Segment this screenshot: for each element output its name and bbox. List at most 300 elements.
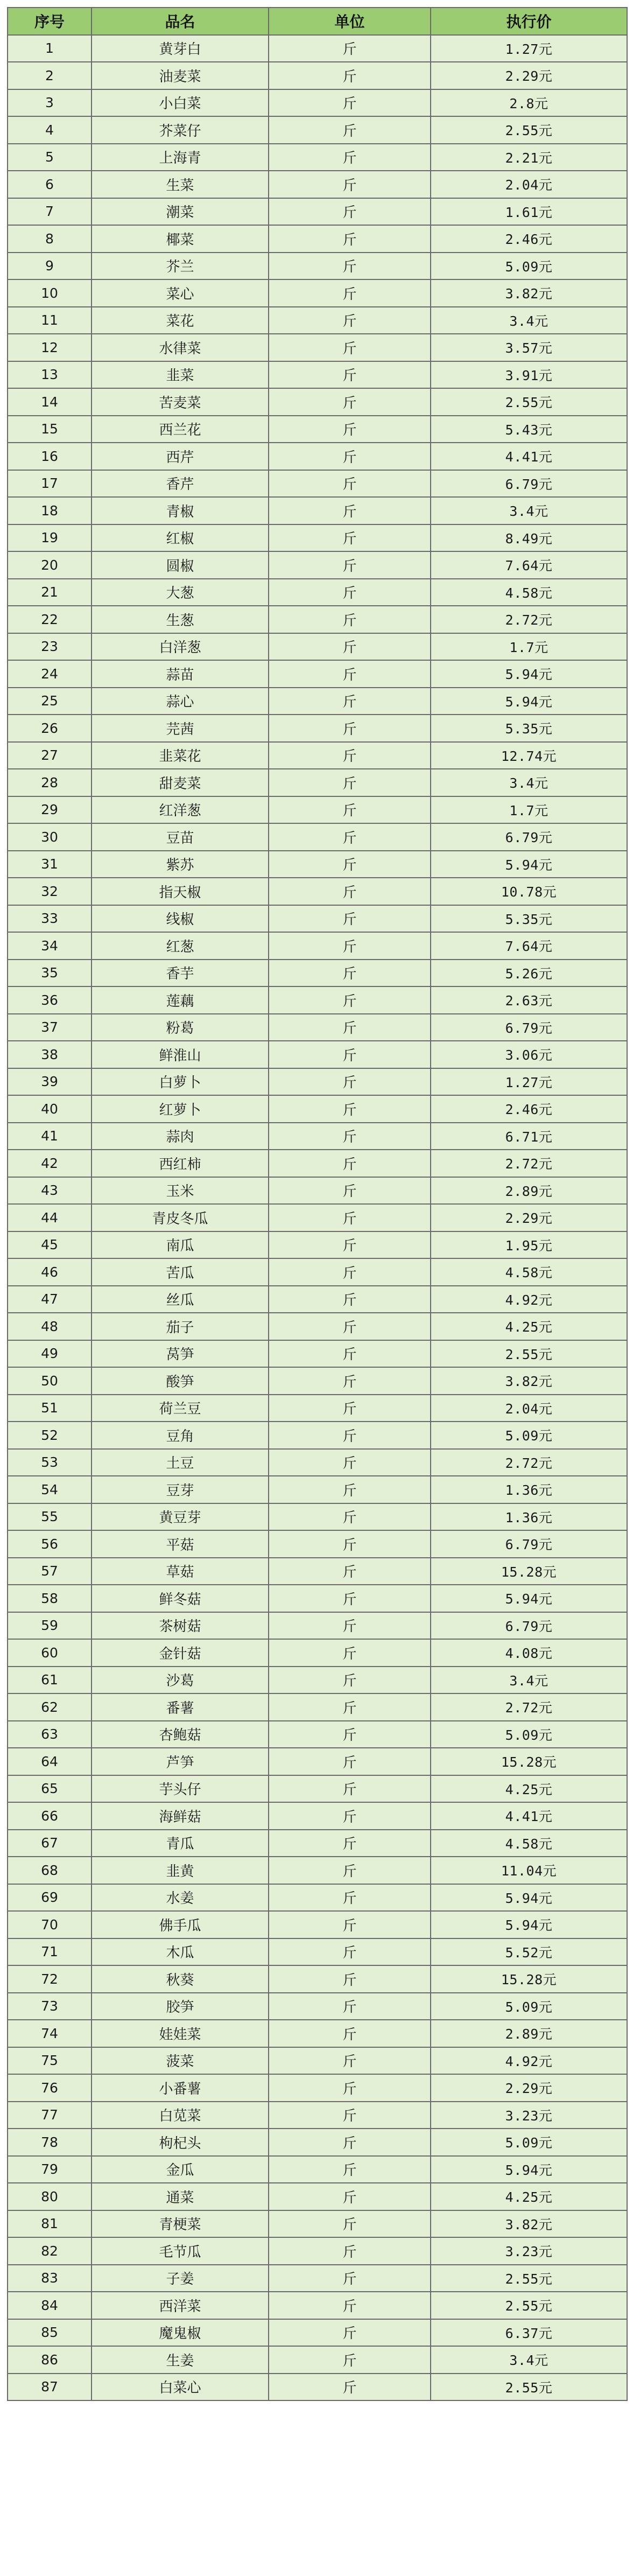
cell-index: 62 — [8, 1693, 92, 1721]
cell-index: 79 — [8, 2156, 92, 2183]
table-body — [8, 35, 627, 2401]
cell-index: 25 — [8, 688, 92, 715]
cell-unit: 斤 — [269, 1993, 431, 2020]
cell-product-name: 生菜 — [92, 171, 269, 198]
table-row — [8, 116, 627, 144]
cell-product-name: 芫茜 — [92, 715, 269, 742]
cell-unit: 斤 — [269, 2129, 431, 2156]
cell-index: 8 — [8, 225, 92, 253]
cell-product-name: 沙葛 — [92, 1667, 269, 1694]
table-row — [8, 1177, 627, 1205]
cell-product-name: 大葱 — [92, 579, 269, 606]
cell-product-name: 木瓜 — [92, 1938, 269, 1966]
table-row — [8, 1748, 627, 1775]
cell-product-name: 秋葵 — [92, 1965, 269, 1993]
cell-unit: 斤 — [269, 2237, 431, 2265]
table-row — [8, 2047, 627, 2075]
cell-product-name: 毛节瓜 — [92, 2237, 269, 2265]
cell-product-name: 白菜心 — [92, 2374, 269, 2401]
cell-product-name: 韭菜花 — [92, 742, 269, 769]
cell-product-name: 蒜心 — [92, 688, 269, 715]
cell-product-name: 韭菜 — [92, 361, 269, 389]
cell-product-name: 指天椒 — [92, 878, 269, 905]
cell-index: 45 — [8, 1231, 92, 1259]
table-row — [8, 1313, 627, 1340]
cell-price: 3.4元 — [431, 769, 627, 796]
cell-index: 36 — [8, 986, 92, 1014]
cell-unit: 斤 — [269, 279, 431, 307]
cell-price: 5.94元 — [431, 688, 627, 715]
cell-index: 3 — [8, 89, 92, 117]
cell-index: 57 — [8, 1558, 92, 1585]
cell-unit: 斤 — [269, 1911, 431, 1938]
cell-price: 5.09元 — [431, 253, 627, 280]
cell-unit: 斤 — [269, 1123, 431, 1150]
cell-price: 7.64元 — [431, 551, 627, 579]
cell-price: 1.36元 — [431, 1476, 627, 1503]
cell-price: 1.36元 — [431, 1503, 627, 1531]
cell-price: 2.63元 — [431, 986, 627, 1014]
cell-product-name: 小白菜 — [92, 89, 269, 117]
table-row — [8, 606, 627, 633]
cell-index: 39 — [8, 1068, 92, 1096]
cell-unit: 斤 — [269, 660, 431, 688]
cell-product-name: 西红柿 — [92, 1150, 269, 1177]
cell-unit: 斤 — [269, 1395, 431, 1422]
table-row — [8, 1068, 627, 1096]
cell-product-name: 子姜 — [92, 2265, 269, 2292]
cell-index: 77 — [8, 2102, 92, 2129]
cell-unit: 斤 — [269, 715, 431, 742]
cell-product-name: 莴笋 — [92, 1340, 269, 1368]
cell-index: 17 — [8, 470, 92, 498]
cell-product-name: 白洋葱 — [92, 633, 269, 661]
cell-index: 59 — [8, 1612, 92, 1640]
table-row — [8, 823, 627, 851]
cell-unit: 斤 — [269, 1258, 431, 1286]
cell-index: 29 — [8, 796, 92, 824]
cell-index: 70 — [8, 1911, 92, 1938]
cell-index: 7 — [8, 198, 92, 226]
cell-price: 2.55元 — [431, 2292, 627, 2319]
cell-price: 2.55元 — [431, 1340, 627, 1368]
cell-index: 13 — [8, 361, 92, 389]
cell-index: 22 — [8, 606, 92, 633]
table-row — [8, 443, 627, 470]
header-product-name: 品名 — [92, 8, 269, 35]
cell-product-name: 黄豆芽 — [92, 1503, 269, 1531]
cell-index: 87 — [8, 2374, 92, 2401]
table-row — [8, 470, 627, 498]
cell-unit: 斤 — [269, 1667, 431, 1694]
cell-unit: 斤 — [269, 2210, 431, 2238]
cell-price: 4.25元 — [431, 1313, 627, 1340]
cell-unit: 斤 — [269, 986, 431, 1014]
table-row — [8, 2210, 627, 2238]
cell-price: 5.26元 — [431, 960, 627, 987]
cell-index: 5 — [8, 144, 92, 171]
cell-price: 5.94元 — [431, 851, 627, 878]
cell-unit: 斤 — [269, 2102, 431, 2129]
cell-price: 2.55元 — [431, 2374, 627, 2401]
table-row — [8, 2156, 627, 2183]
cell-index: 64 — [8, 1748, 92, 1775]
cell-unit: 斤 — [269, 443, 431, 470]
cell-unit: 斤 — [269, 579, 431, 606]
cell-product-name: 紫苏 — [92, 851, 269, 878]
cell-price: 6.71元 — [431, 1123, 627, 1150]
cell-price: 1.7元 — [431, 633, 627, 661]
cell-unit: 斤 — [269, 1313, 431, 1340]
cell-product-name: 青瓜 — [92, 1830, 269, 1857]
table-row — [8, 878, 627, 905]
table-row — [8, 769, 627, 796]
cell-index: 46 — [8, 1258, 92, 1286]
cell-unit: 斤 — [269, 198, 431, 226]
cell-price: 2.46元 — [431, 1095, 627, 1123]
cell-product-name: 芥兰 — [92, 253, 269, 280]
cell-index: 35 — [8, 960, 92, 987]
cell-product-name: 甜麦菜 — [92, 769, 269, 796]
table-row — [8, 633, 627, 661]
cell-index: 44 — [8, 1204, 92, 1231]
cell-index: 61 — [8, 1667, 92, 1694]
cell-price: 5.09元 — [431, 1422, 627, 1449]
cell-product-name: 白苋菜 — [92, 2102, 269, 2129]
cell-unit: 斤 — [269, 1340, 431, 1368]
cell-index: 33 — [8, 905, 92, 933]
cell-index: 47 — [8, 1286, 92, 1313]
table-row — [8, 1014, 627, 1041]
cell-price: 2.04元 — [431, 1395, 627, 1422]
cell-product-name: 蒜苗 — [92, 660, 269, 688]
cell-index: 18 — [8, 497, 92, 524]
cell-index: 38 — [8, 1041, 92, 1068]
cell-index: 19 — [8, 524, 92, 552]
table-row — [8, 715, 627, 742]
cell-product-name: 红葱 — [92, 932, 269, 960]
cell-price: 6.79元 — [431, 470, 627, 498]
cell-product-name: 通菜 — [92, 2183, 269, 2210]
cell-unit: 斤 — [269, 2319, 431, 2347]
cell-product-name: 青椒 — [92, 497, 269, 524]
cell-price: 7.64元 — [431, 932, 627, 960]
cell-price: 4.25元 — [431, 2183, 627, 2210]
cell-price: 6.79元 — [431, 1014, 627, 1041]
cell-index: 48 — [8, 1313, 92, 1340]
table-row — [8, 1802, 627, 1830]
table-row — [8, 660, 627, 688]
cell-unit: 斤 — [269, 361, 431, 389]
table-row — [8, 1612, 627, 1640]
table-row — [8, 960, 627, 987]
cell-price: 3.82元 — [431, 2210, 627, 2238]
table-row — [8, 1503, 627, 1531]
table-row — [8, 551, 627, 579]
cell-unit: 斤 — [269, 1231, 431, 1259]
table-row — [8, 1693, 627, 1721]
cell-price: 3.4元 — [431, 2346, 627, 2374]
cell-product-name: 菜心 — [92, 279, 269, 307]
cell-product-name: 土豆 — [92, 1449, 269, 1476]
cell-index: 43 — [8, 1177, 92, 1205]
cell-index: 41 — [8, 1123, 92, 1150]
table-row — [8, 361, 627, 389]
cell-unit: 斤 — [269, 171, 431, 198]
cell-index: 86 — [8, 2346, 92, 2374]
cell-unit: 斤 — [269, 1503, 431, 1531]
cell-index: 6 — [8, 171, 92, 198]
table-row — [8, 2292, 627, 2319]
cell-index: 40 — [8, 1095, 92, 1123]
cell-price: 4.58元 — [431, 1830, 627, 1857]
cell-price: 2.29元 — [431, 1204, 627, 1231]
table-row — [8, 851, 627, 878]
table-row — [8, 1775, 627, 1803]
cell-unit: 斤 — [269, 851, 431, 878]
cell-product-name: 韭黄 — [92, 1857, 269, 1884]
table-row — [8, 1830, 627, 1857]
cell-unit: 斤 — [269, 116, 431, 144]
cell-price: 3.23元 — [431, 2102, 627, 2129]
cell-index: 1 — [8, 35, 92, 62]
cell-index: 4 — [8, 116, 92, 144]
cell-price: 4.92元 — [431, 1286, 627, 1313]
cell-product-name: 平菇 — [92, 1530, 269, 1558]
cell-product-name: 水姜 — [92, 1884, 269, 1912]
cell-product-name: 金针菇 — [92, 1639, 269, 1667]
table-row — [8, 1884, 627, 1912]
cell-unit: 斤 — [269, 2047, 431, 2075]
cell-unit: 斤 — [269, 551, 431, 579]
table-row — [8, 688, 627, 715]
cell-price: 2.89元 — [431, 2020, 627, 2047]
cell-price: 4.41元 — [431, 1802, 627, 1830]
table-row — [8, 1965, 627, 1993]
cell-unit: 斤 — [269, 524, 431, 552]
cell-unit: 斤 — [269, 1857, 431, 1884]
table-row — [8, 1530, 627, 1558]
cell-unit: 斤 — [269, 823, 431, 851]
cell-product-name: 芦笋 — [92, 1748, 269, 1775]
table-header — [8, 8, 627, 35]
cell-product-name: 苦瓜 — [92, 1258, 269, 1286]
cell-product-name: 生葱 — [92, 606, 269, 633]
cell-unit: 斤 — [269, 905, 431, 933]
table-row — [8, 497, 627, 524]
cell-price: 5.94元 — [431, 660, 627, 688]
cell-price: 5.35元 — [431, 715, 627, 742]
cell-product-name: 豆苗 — [92, 823, 269, 851]
table-row — [8, 253, 627, 280]
cell-unit: 斤 — [269, 253, 431, 280]
cell-unit: 斤 — [269, 1612, 431, 1640]
table-row — [8, 198, 627, 226]
cell-index: 68 — [8, 1857, 92, 1884]
table-row — [8, 89, 627, 117]
cell-price: 5.09元 — [431, 1721, 627, 1748]
cell-product-name: 茶树菇 — [92, 1612, 269, 1640]
cell-unit: 斤 — [269, 606, 431, 633]
table-row — [8, 1204, 627, 1231]
cell-unit: 斤 — [269, 89, 431, 117]
cell-price: 3.4元 — [431, 307, 627, 334]
table-row — [8, 742, 627, 769]
cell-product-name: 苦麦菜 — [92, 388, 269, 416]
cell-price: 2.55元 — [431, 2265, 627, 2292]
cell-index: 12 — [8, 334, 92, 361]
cell-index: 54 — [8, 1476, 92, 1503]
cell-unit: 斤 — [269, 35, 431, 62]
cell-price: 2.72元 — [431, 1693, 627, 1721]
cell-index: 50 — [8, 1367, 92, 1395]
cell-unit: 斤 — [269, 2074, 431, 2102]
cell-price: 6.79元 — [431, 823, 627, 851]
cell-price: 1.27元 — [431, 1068, 627, 1096]
cell-price: 5.94元 — [431, 1884, 627, 1912]
cell-product-name: 香芋 — [92, 960, 269, 987]
table-row — [8, 2237, 627, 2265]
cell-price: 5.09元 — [431, 1993, 627, 2020]
cell-index: 63 — [8, 1721, 92, 1748]
cell-index: 37 — [8, 1014, 92, 1041]
table-row — [8, 2319, 627, 2347]
table-row — [8, 144, 627, 171]
cell-price: 2.72元 — [431, 1449, 627, 1476]
cell-price: 3.82元 — [431, 1367, 627, 1395]
cell-index: 27 — [8, 742, 92, 769]
cell-price: 4.25元 — [431, 1775, 627, 1803]
cell-price: 4.92元 — [431, 2047, 627, 2075]
cell-unit: 斤 — [269, 1476, 431, 1503]
cell-index: 21 — [8, 579, 92, 606]
table-row — [8, 1558, 627, 1585]
cell-price: 6.79元 — [431, 1530, 627, 1558]
cell-price: 8.49元 — [431, 524, 627, 552]
cell-product-name: 魔鬼椒 — [92, 2319, 269, 2347]
cell-price: 3.4元 — [431, 497, 627, 524]
cell-product-name: 生姜 — [92, 2346, 269, 2374]
cell-index: 85 — [8, 2319, 92, 2347]
cell-price: 15.28元 — [431, 1558, 627, 1585]
cell-index: 75 — [8, 2047, 92, 2075]
cell-unit: 斤 — [269, 1177, 431, 1205]
cell-product-name: 枸杞头 — [92, 2129, 269, 2156]
header-row — [8, 8, 627, 35]
cell-price: 2.46元 — [431, 225, 627, 253]
cell-price: 2.89元 — [431, 1177, 627, 1205]
table-row — [8, 1041, 627, 1068]
cell-unit: 斤 — [269, 1367, 431, 1395]
cell-unit: 斤 — [269, 2374, 431, 2401]
cell-price: 4.08元 — [431, 1639, 627, 1667]
cell-product-name: 娃娃菜 — [92, 2020, 269, 2047]
cell-unit: 斤 — [269, 470, 431, 498]
cell-price: 1.61元 — [431, 198, 627, 226]
cell-price: 15.28元 — [431, 1965, 627, 1993]
cell-unit: 斤 — [269, 388, 431, 416]
cell-unit: 斤 — [269, 1693, 431, 1721]
cell-index: 2 — [8, 62, 92, 89]
cell-index: 15 — [8, 416, 92, 443]
header-index: 序号 — [8, 8, 92, 35]
cell-product-name: 酸笋 — [92, 1367, 269, 1395]
table-row — [8, 1667, 627, 1694]
table-row — [8, 1938, 627, 1966]
cell-product-name: 青梗菜 — [92, 2210, 269, 2238]
cell-price: 5.43元 — [431, 416, 627, 443]
cell-index: 9 — [8, 253, 92, 280]
cell-index: 23 — [8, 633, 92, 661]
cell-product-name: 圆椒 — [92, 551, 269, 579]
cell-product-name: 椰菜 — [92, 225, 269, 253]
cell-price: 15.28元 — [431, 1748, 627, 1775]
cell-unit: 斤 — [269, 62, 431, 89]
cell-price: 3.91元 — [431, 361, 627, 389]
cell-index: 32 — [8, 878, 92, 905]
table-row — [8, 579, 627, 606]
cell-unit: 斤 — [269, 307, 431, 334]
cell-unit: 斤 — [269, 1095, 431, 1123]
table-row — [8, 1449, 627, 1476]
table-row — [8, 307, 627, 334]
cell-product-name: 杏鲍菇 — [92, 1721, 269, 1748]
cell-price: 1.95元 — [431, 1231, 627, 1259]
cell-index: 66 — [8, 1802, 92, 1830]
cell-index: 84 — [8, 2292, 92, 2319]
cell-index: 49 — [8, 1340, 92, 1368]
cell-product-name: 菜花 — [92, 307, 269, 334]
cell-unit: 斤 — [269, 633, 431, 661]
table-row — [8, 2074, 627, 2102]
table-row — [8, 1585, 627, 1612]
table-row — [8, 905, 627, 933]
cell-index: 73 — [8, 1993, 92, 2020]
table-row — [8, 1340, 627, 1368]
cell-product-name: 芥菜仔 — [92, 116, 269, 144]
cell-index: 78 — [8, 2129, 92, 2156]
cell-product-name: 鲜淮山 — [92, 1041, 269, 1068]
cell-unit: 斤 — [269, 1449, 431, 1476]
cell-product-name: 草菇 — [92, 1558, 269, 1585]
cell-index: 10 — [8, 279, 92, 307]
cell-unit: 斤 — [269, 1068, 431, 1096]
table-row — [8, 1286, 627, 1313]
cell-product-name: 芋头仔 — [92, 1775, 269, 1803]
cell-unit: 斤 — [269, 1150, 431, 1177]
cell-product-name: 南瓜 — [92, 1231, 269, 1259]
cell-product-name: 白萝卜 — [92, 1068, 269, 1096]
cell-product-name: 茄子 — [92, 1313, 269, 1340]
table-row — [8, 2346, 627, 2374]
cell-price: 1.27元 — [431, 35, 627, 62]
cell-price: 12.74元 — [431, 742, 627, 769]
cell-unit: 斤 — [269, 1585, 431, 1612]
cell-index: 72 — [8, 1965, 92, 1993]
cell-product-name: 红椒 — [92, 524, 269, 552]
cell-unit: 斤 — [269, 2292, 431, 2319]
cell-product-name: 油麦菜 — [92, 62, 269, 89]
cell-product-name: 红萝卜 — [92, 1095, 269, 1123]
cell-unit: 斤 — [269, 878, 431, 905]
cell-index: 14 — [8, 388, 92, 416]
table-row — [8, 1258, 627, 1286]
cell-product-name: 香芹 — [92, 470, 269, 498]
cell-unit: 斤 — [269, 2183, 431, 2210]
cell-unit: 斤 — [269, 796, 431, 824]
cell-unit: 斤 — [269, 1721, 431, 1748]
cell-index: 82 — [8, 2237, 92, 2265]
